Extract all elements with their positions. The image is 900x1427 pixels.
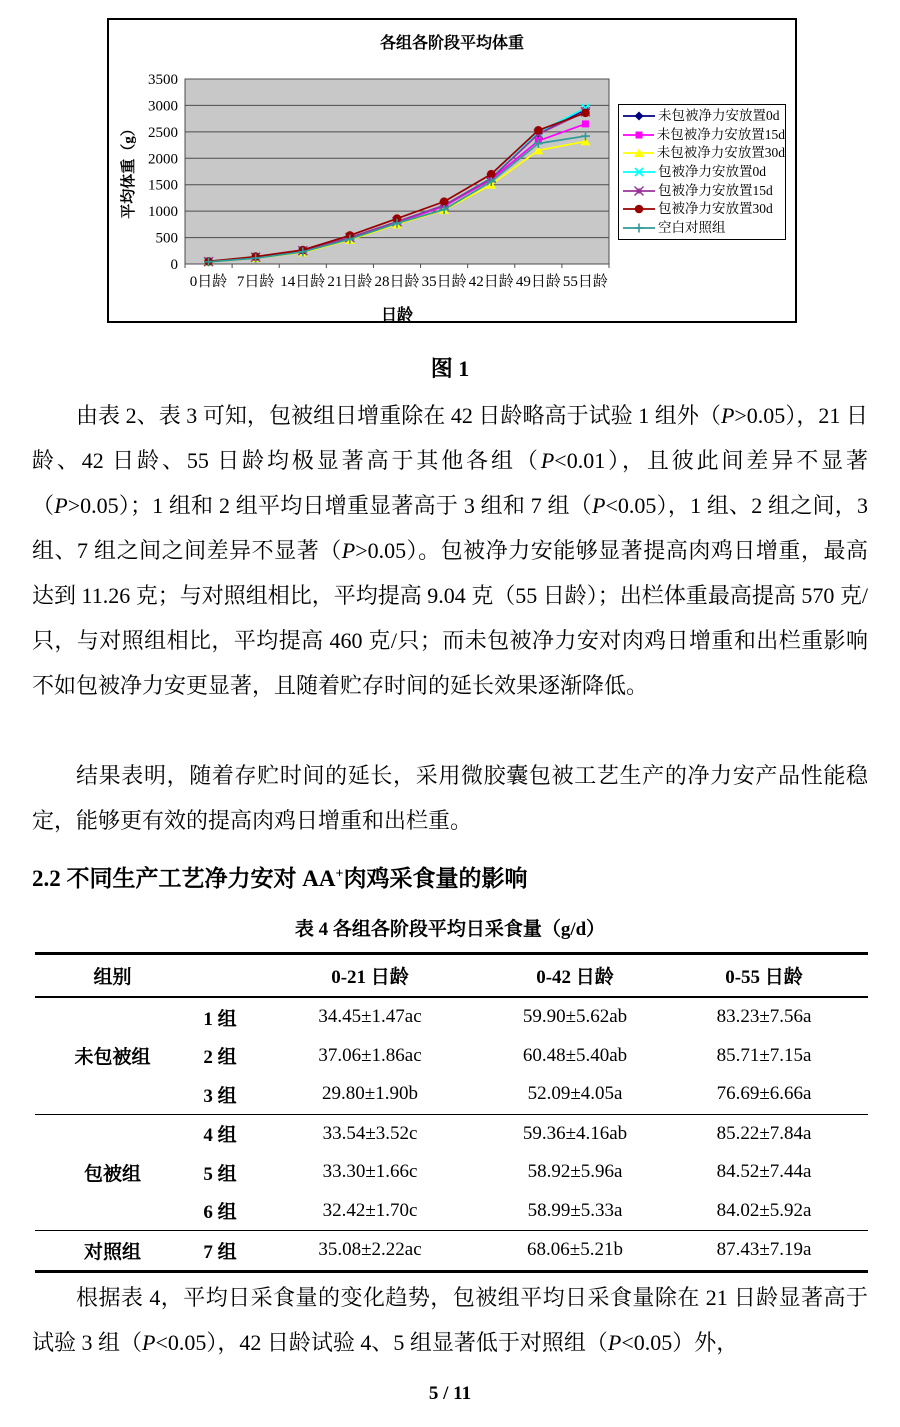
table-group <box>35 1115 868 1232</box>
paragraph-3: 根据表 4，平均日采食量的变化趋势，包被组平均日采食量除在 21 日龄显著高于试验 3 组（P<0.05），42 日龄试验 4、5 组显著低于对照组（P<0.05）外， <box>32 1285 868 1355</box>
section-title-post: 肉鸡采食量的影响 <box>343 866 528 891</box>
svg-text:2500: 2500 <box>148 124 178 141</box>
table-row-label: 6 组 <box>203 1202 237 1224</box>
table-value-cell: 68.06±5.21b <box>527 1239 623 1261</box>
legend-item <box>623 221 785 235</box>
x-tick-label: 55日龄 <box>562 274 608 290</box>
legend-label: 未包被净力安放置15d <box>656 126 785 142</box>
table-row-label: 7 组 <box>203 1241 237 1263</box>
table-value-cell: 85.71±7.15a <box>716 1044 812 1066</box>
table-value-cell: 84.52±7.44a <box>716 1161 812 1183</box>
table-value-cell: 76.69±6.66a <box>716 1083 812 1105</box>
svg-text:500: 500 <box>155 230 178 247</box>
table-group-name: 未包被组 <box>74 1047 151 1069</box>
svg-text:1500: 1500 <box>148 177 178 194</box>
chart-figure <box>107 18 797 323</box>
page-number: 5 / 11 <box>428 1383 472 1404</box>
svg-text:0: 0 <box>170 257 178 273</box>
svg-text:3000: 3000 <box>148 98 178 115</box>
table-header-cell: 0-42 日龄 <box>536 967 614 988</box>
x-tick-label: 42日龄 <box>468 274 514 290</box>
legend-label: 包被净力安放置0d <box>658 163 766 179</box>
legend-item <box>623 202 785 216</box>
legend-label: 未包被净力安放置0d <box>658 108 780 124</box>
table-header-cell: 组别 <box>93 967 132 988</box>
table-value-cell: 29.80±1.90b <box>322 1083 418 1105</box>
table-caption: 表 4 各组各阶段平均日采食量（g/d） <box>294 919 606 940</box>
section-heading <box>32 860 868 893</box>
table-row-label: 1 组 <box>203 1008 237 1030</box>
legend-label: 包被净力安放置30d <box>658 201 773 217</box>
paragraph-2: 结果表明，随着存贮时间的延长，采用微胶囊包被工艺生产的净力安产品性能稳定，能够更有效的提高肉鸡日增重和出栏重。 <box>32 763 868 833</box>
table-group-name: 对照组 <box>83 1241 141 1263</box>
legend-marker-icon <box>623 184 655 198</box>
figure-caption: 图 1 <box>430 356 470 381</box>
table-value-cell: 33.54±3.52c <box>322 1122 418 1144</box>
table-value-cell: 33.30±1.66c <box>322 1161 418 1183</box>
legend-item <box>623 109 785 123</box>
legend-marker-icon <box>623 128 654 142</box>
table-row-label: 2 组 <box>203 1047 237 1069</box>
svg-text:1000: 1000 <box>148 204 178 221</box>
x-tick-label: 28日龄 <box>374 274 420 290</box>
x-tick-label: 49日龄 <box>515 274 561 290</box>
chart-title: 各组各阶段平均体重 <box>379 35 524 52</box>
x-axis-title: 日龄 <box>380 307 413 324</box>
table-value-cell: 59.90±5.62ab <box>522 1006 628 1028</box>
legend-item <box>623 165 785 179</box>
table-value-cell: 37.06±1.86ac <box>318 1044 422 1066</box>
table-value-cell: 58.99±5.33a <box>527 1199 623 1221</box>
table-value-cell: 52.09±4.05a <box>527 1083 623 1105</box>
x-tick-label: 0日龄 <box>189 274 228 290</box>
table-group-name: 包被组 <box>83 1163 141 1185</box>
legend-label: 未包被净力安放置30d <box>656 145 785 161</box>
svg-text:3500: 3500 <box>148 72 178 88</box>
legend-item <box>623 146 785 160</box>
paragraph-1: 由表 2、表 3 可知，包被组日增重除在 42 日龄略高于试验 1 组外（P>0.05），21 日龄、42 日龄、55 日龄均极显著高于其他各组（P<0.01），且彼此间差异不显著（P>0.05）；1 组和 2 组平均日增重显著高于 3 组和 7 组（P<0.05），1 组、2 组之间，3 组、7 组之间之间差异不显著（P>0.05）。包被净力安能够显著提高肉鸡日增重，最高达到 11.26 克；与对照组相比，平均提高 9.04 克（55 日龄）；出栏体重最高提高 570 克/只，与对照组相比，平均提高 460 克/只；而未包被净力安对肉鸡日增重和出栏重影响不如包被净力安更显著，且随着贮存时间的延长效果逐渐降低。 <box>32 403 868 698</box>
svg-text:2000: 2000 <box>148 151 178 168</box>
legend-marker-icon <box>623 109 655 123</box>
table-header-row <box>35 955 868 998</box>
y-axis-title: 平均体重（g） <box>121 121 137 219</box>
x-tick-label: 21日龄 <box>327 274 373 290</box>
table-row-label: 4 组 <box>203 1125 237 1147</box>
section-title-pre: 不同生产工艺净力安对 AA <box>60 866 336 891</box>
data-table <box>35 952 868 1273</box>
legend-marker-icon <box>623 202 655 216</box>
chart-legend <box>618 104 786 240</box>
x-tick-label: 35日龄 <box>421 274 467 290</box>
x-tick-label: 14日龄 <box>280 274 326 290</box>
table-row-label: 5 组 <box>203 1163 237 1185</box>
table-group <box>35 998 868 1115</box>
legend-marker-icon <box>623 165 655 179</box>
table-value-cell: 58.92±5.96a <box>527 1161 623 1183</box>
table-value-cell: 84.02±5.92a <box>716 1199 812 1221</box>
legend-item <box>623 128 785 142</box>
legend-item <box>623 184 785 198</box>
table-value-cell: 87.43±7.19a <box>716 1239 812 1261</box>
x-tick-label: 7日龄 <box>236 274 275 290</box>
table-value-cell: 83.23±7.56a <box>716 1006 812 1028</box>
table-group <box>35 1231 868 1270</box>
table-value-cell: 60.48±5.40ab <box>522 1044 628 1066</box>
legend-label: 包被净力安放置15d <box>658 182 773 198</box>
section-title-sup: + <box>335 866 344 882</box>
table-header-cell: 0-21 日龄 <box>331 967 409 988</box>
table-value-cell: 59.36±4.16ab <box>522 1122 628 1144</box>
table-value-cell: 35.08±2.22ac <box>318 1239 422 1261</box>
table-value-cell: 34.45±1.47ac <box>318 1006 422 1028</box>
table-row-label: 3 组 <box>203 1085 237 1107</box>
section-number: 2.2 <box>32 866 61 891</box>
legend-marker-icon <box>623 146 654 160</box>
legend-label: 空白对照组 <box>658 219 726 235</box>
table-value-cell: 32.42±1.70c <box>322 1199 418 1221</box>
legend-marker-icon <box>623 221 655 235</box>
table-value-cell: 85.22±7.84a <box>716 1122 812 1144</box>
table-header-cell: 0-55 日龄 <box>725 967 803 988</box>
